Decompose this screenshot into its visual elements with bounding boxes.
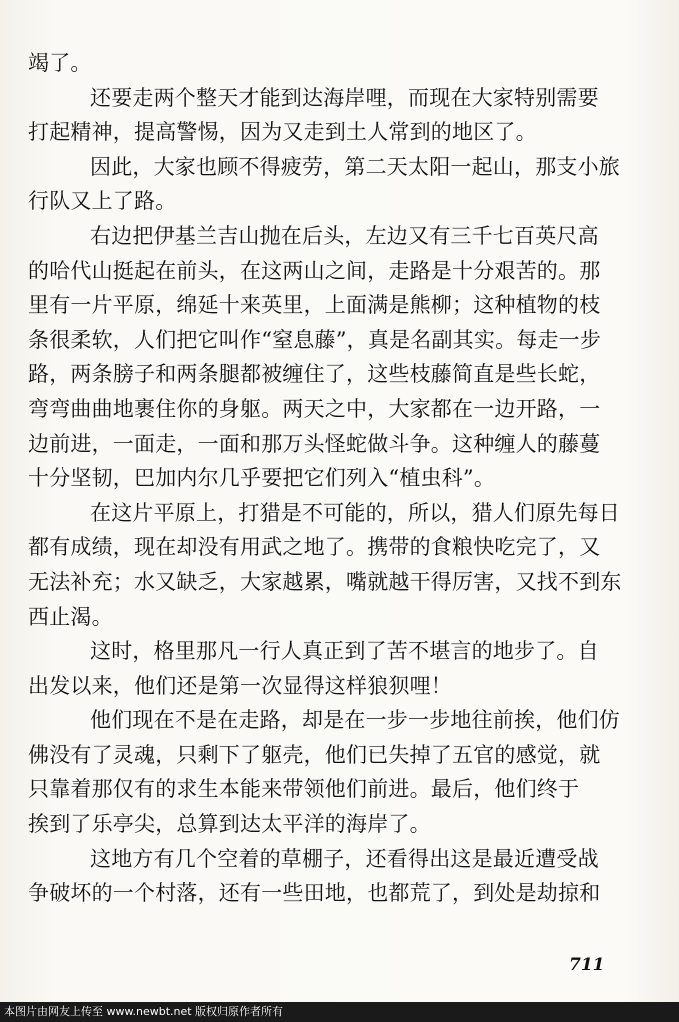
text-line: 右边把伊基兰吉山抛在后头，左边又有三千七百英尺高: [90, 223, 599, 248]
text-line: 这时，格里那凡一行人真正到了苦不堪言的地步了。自: [90, 639, 599, 664]
body-text: [28, 46, 660, 911]
text-line: 无法补充；水又缺乏，大家越累，嘴就越干得厉害，又找不到东: [28, 569, 622, 594]
text-line: 出发以来，他们还是第一次显得这样狼狈哩！: [28, 673, 452, 698]
text-line: 挨到了乐亭尖，总算到达太平洋的海岸了。: [28, 812, 431, 837]
text-line: 打起精神，提高警惕，因为又走到土人常到的地区了。: [28, 120, 537, 145]
page-number: 711: [569, 955, 605, 975]
text-line: 只靠着那仅有的求生本能来带领他们前进。最后，他们终于: [28, 777, 580, 802]
text-line: 因此，大家也顾不得疲劳，第二天太阳一起山，那支小旅: [90, 154, 620, 179]
text-line: 佛没有了灵魂，只剩下了躯壳，他们已失掉了五官的感觉，就: [28, 742, 601, 767]
text-line: 西止渴。: [28, 604, 113, 629]
watermark-footer: 本图片由网友上传至 www.newbt.net 版权归原作者所有: [0, 1002, 679, 1022]
text-line: 竭了。: [28, 51, 92, 75]
text-line: 这地方有几个空着的草棚子，还看得出这是最近遭受战: [90, 846, 599, 871]
text-line: 路，两条膀子和两条腿都被缠住了，这些枝藤简直是些长蛇，: [28, 362, 601, 387]
text-line: 弯弯曲曲地裹住你的身躯。两天之中，大家都在一边开路，一: [28, 396, 601, 421]
text-line: 边前进，一面走，一面和那万头怪蛇做斗争。这种缠人的藤蔓: [28, 431, 601, 456]
text-line: 行队又上了路。: [28, 189, 177, 214]
text-line: 在这片平原上，打猎是不可能的，所以，猎人们原先每日: [90, 500, 620, 525]
text-line: 还要走两个整天才能到达海岸哩，而现在大家特别需要: [90, 85, 599, 110]
text-line: 里有一片平原，绵延十来英里，上面满是熊柳；这种植物的枝: [28, 293, 601, 318]
text-line: 他们现在不是在走路，却是在一步一步地往前挨，他们仿: [90, 708, 620, 733]
text-line: 的哈代山挺起在前头，在这两山之间，走路是十分艰苦的。那: [28, 258, 601, 283]
text-line: 争破坏的一个村落，还有一些田地，也都荒了，到处是劫掠和: [28, 881, 601, 906]
text-line: 都有成绩，现在却没有用武之地了。携带的食粮快吃完了，又: [28, 535, 601, 560]
text-line: 十分坚韧，巴加内尔几乎要把它们列入“植虫科”。: [28, 466, 496, 491]
text-line: 条很柔软，人们把它叫作“窒息藤”，真是名副其实。每走一步: [28, 327, 602, 352]
